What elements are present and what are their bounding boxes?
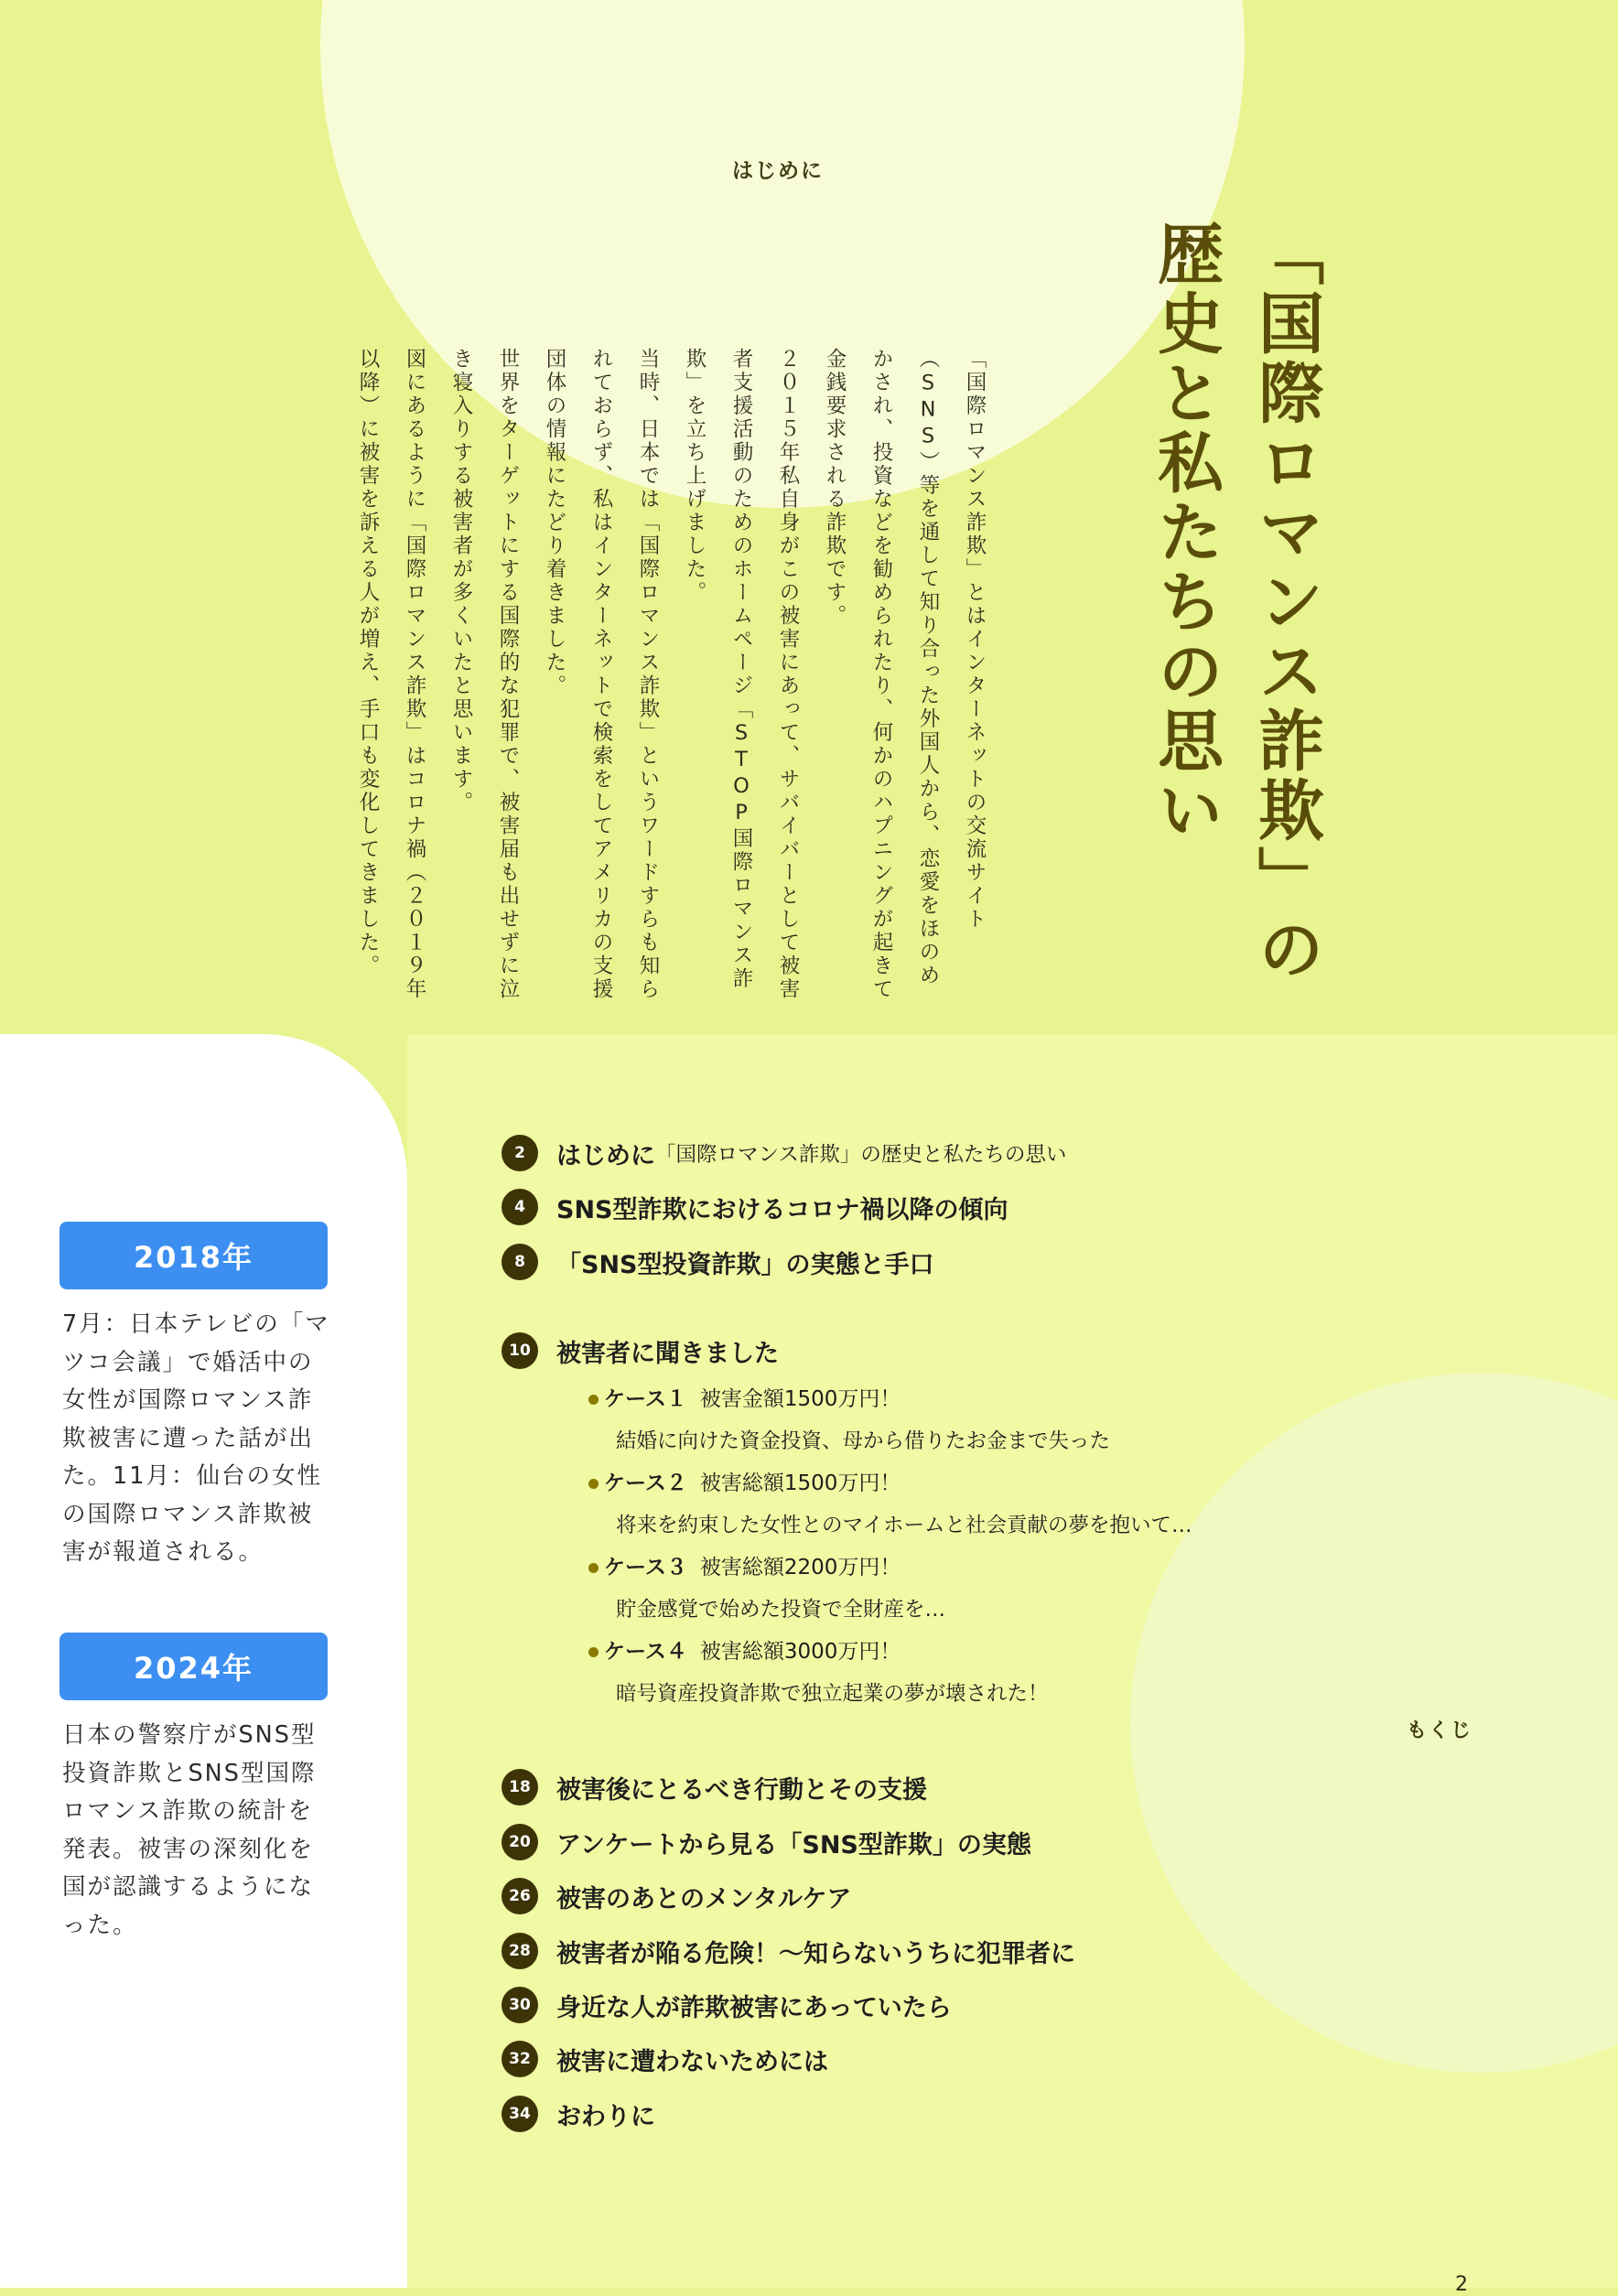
- case-description: 将来を約束した女性とのマイホームと社会貢献の夢を抱いて…: [616, 1514, 1192, 1537]
- case-entry[interactable]: [588, 1382, 1110, 1454]
- page-number-badge: 2: [502, 1135, 538, 1171]
- toc-item-title: 被害者に聞きました: [556, 1339, 779, 1368]
- page-number-badge: 4: [502, 1189, 538, 1225]
- case-label: ケース２: [604, 1471, 687, 1495]
- year-badge-2018: 2018年: [59, 1222, 328, 1289]
- page-number-badge: 32: [502, 2041, 538, 2077]
- section-label: はじめに: [732, 159, 824, 183]
- toc-item-title: はじめに: [556, 1141, 655, 1170]
- toc-item-title: 被害のあとのメンタルケア: [556, 1884, 852, 1913]
- case-description: 暗号資産投資詐欺で独立起業の夢が壊された！: [616, 1682, 1049, 1706]
- toc-item[interactable]: [502, 1244, 934, 1280]
- bullet-dot: [588, 1563, 599, 1573]
- toc-item[interactable]: [502, 1189, 1009, 1225]
- toc-item-title: おわりに: [556, 2102, 655, 2131]
- year-badge-2024: 2024年: [59, 1633, 328, 1700]
- toc-item-title: アンケートから見る「SNS型詐欺」の実態: [556, 1830, 1031, 1859]
- toc-item[interactable]: [502, 1135, 1066, 1171]
- toc-item[interactable]: [502, 2096, 655, 2132]
- case-amount: 被害総額2200万円！: [699, 1556, 901, 1579]
- page-number-badge: 28: [502, 1933, 538, 1969]
- toc-item[interactable]: [502, 1933, 1075, 1969]
- case-amount: 被害金額1500万円！: [699, 1387, 901, 1411]
- case-amount: 被害総額3000万円！: [699, 1640, 901, 1664]
- case-entry[interactable]: [588, 1550, 945, 1622]
- page-number-badge: 10: [502, 1332, 538, 1369]
- page-number-badge: 20: [502, 1824, 538, 1860]
- case-description: 結婚に向けた資金投資、母から借りたお金まで失った: [616, 1429, 1111, 1453]
- page-number-badge: 8: [502, 1244, 538, 1280]
- page-number-badge: 30: [502, 1987, 538, 2023]
- toc-item[interactable]: [502, 1987, 952, 2023]
- bullet-dot: [588, 1479, 599, 1489]
- toc-item-title: 「SNS型投資詐欺」の実態と手口: [556, 1250, 934, 1279]
- case-entry[interactable]: [588, 1466, 1192, 1538]
- paragraph: 世界をターゲットにする国際的な犯罪で、被害届も出せずに泣き寝入りする被害者が多くいたと思います。: [449, 348, 520, 1001]
- toc-item[interactable]: [502, 2041, 828, 2077]
- case-description: 貯金感覚で始めた投資で全財産を…: [616, 1598, 946, 1622]
- page-number-badge: 34: [502, 2096, 538, 2132]
- paragraph: 図にあるように「国際ロマンス詐欺」はコロナ禍（２０１９年以降）に被害を訴える人が増え、手口も変化してきました。: [356, 348, 426, 1001]
- page-title: 「国際ロマンス詐欺」の歴史と私たちの思い: [1147, 220, 1324, 985]
- toc-item-title: 身近な人が詐欺被害にあっていたら: [556, 1993, 952, 2022]
- intro-body: [137, 348, 998, 1007]
- toc-item-title: 被害者が陥る危険！〜知らないうちに犯罪者に: [556, 1939, 1075, 1968]
- case-amount: 被害総額1500万円！: [699, 1471, 901, 1495]
- toc-item-title: 被害後にとるべき行動とその支援: [556, 1775, 927, 1805]
- toc-item[interactable]: [502, 1332, 779, 1369]
- case-label: ケース４: [604, 1640, 687, 1664]
- toc-item-title: SNS型詐欺におけるコロナ禍以降の傾向: [556, 1195, 1009, 1224]
- toc-label: もくじ: [1407, 1719, 1473, 1742]
- bullet-dot: [588, 1647, 599, 1657]
- page-number: 2: [1455, 2273, 1468, 2296]
- timeline-text-2018: 7月：日本テレビの「マツコ会議」で婚活中の女性が国際ロマンス詐欺被害に遭った話が出た。11月：仙台の女性の国際ロマンス詐欺被害が報道される。: [62, 1310, 330, 1566]
- toc-item-title: 被害に遭わないためには: [556, 2047, 828, 2076]
- case-label: ケース３: [604, 1556, 687, 1579]
- toc-item[interactable]: [502, 1824, 1031, 1860]
- timeline-text-2024: 日本の警察庁がSNS型投資詐欺とSNS型国際ロマンス詐欺の統計を発表。被害の深刻化を国が認識するようになった。: [62, 1721, 317, 1939]
- toc-item[interactable]: [502, 1878, 851, 1914]
- page-number-badge: 18: [502, 1769, 538, 1806]
- bullet-dot: [588, 1395, 599, 1405]
- case-entry[interactable]: [588, 1634, 1049, 1707]
- paragraph: 「国際ロマンス詐欺」とはインターネットの交流サイト（SNS）等を通して知り合った外国人から、恋愛をほのめかされ、投資などを勧められたり、何かのハプニングが起きて金銭要求される詐欺です。: [823, 348, 987, 1001]
- toc-item-subtitle: 「国際ロマンス詐欺」の歴史と私たちの思い: [655, 1143, 1067, 1167]
- page-number-badge: 26: [502, 1878, 538, 1914]
- paragraph: 当時、日本では「国際ロマンス詐欺」というワードすらも知られておらず、私はインターネットで検索をしてアメリカの支援団体の情報にたどり着きました。: [543, 348, 660, 1001]
- paragraph: ２０１５年私自身がこの被害にあって、サバイバーとして被害者支援活動のためのホームページ「STOP国際ロマンス詐欺」を立ち上げました。: [683, 348, 800, 1001]
- toc-item[interactable]: [502, 1769, 927, 1806]
- case-label: ケース１: [604, 1387, 687, 1411]
